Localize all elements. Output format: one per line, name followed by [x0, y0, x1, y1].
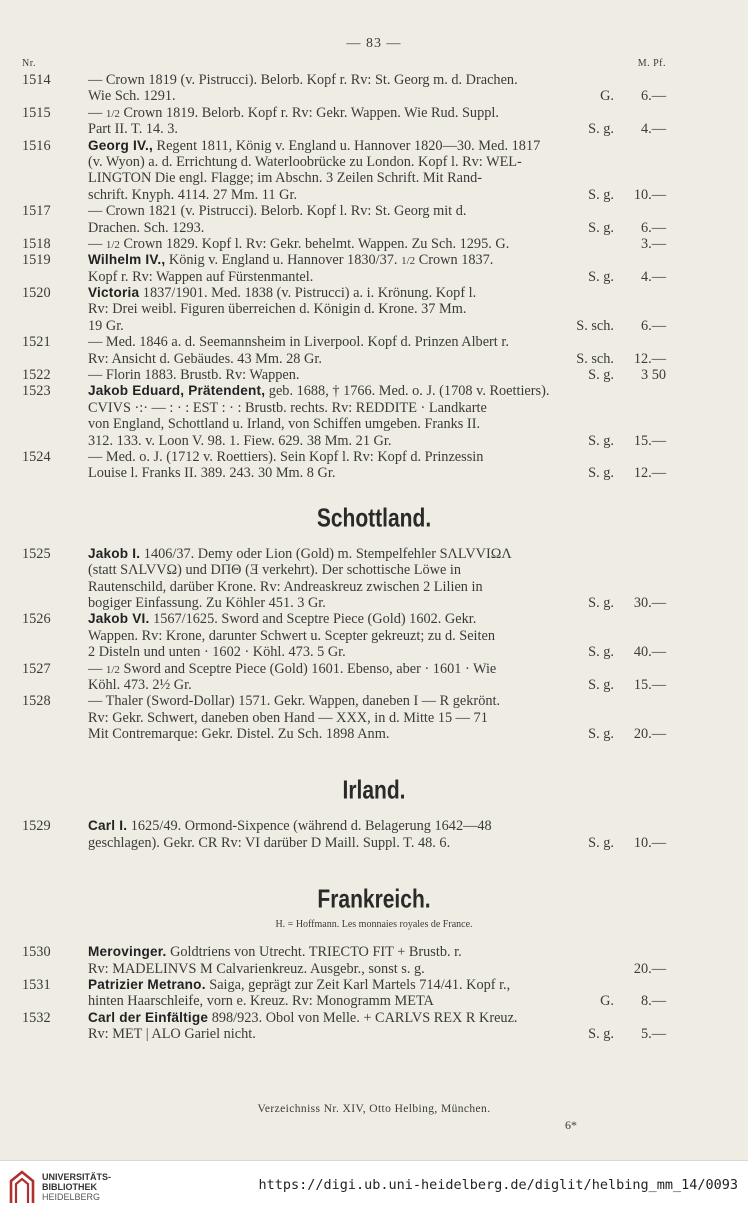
entry-body: Rv: MET | ALO Gariel nicht. [88, 1026, 256, 1043]
entry-line [0, 546, 748, 562]
entry-line [0, 961, 748, 977]
entry-text [88, 465, 335, 481]
entry-body: — Crown 1819 (v. Pistrucci). Belorb. Kopf r. Rv: St. Georg m. d. Drachen. [88, 72, 518, 88]
entry-body: — Crown 1821 (v. Pistrucci). Belorb. Kopf l. Rv: St. Georg mit d. [88, 203, 467, 220]
entry-body: (statt SΛLVVΩ) und DΠΘ (Ǝ verkehrt). Der schottische Löwe in [88, 562, 462, 579]
library-logo-icon [8, 1169, 36, 1205]
catalog-entry [0, 72, 748, 105]
price: 8.— [640, 993, 666, 1010]
catalog-entry [0, 105, 748, 138]
entry-number: 1515 [22, 104, 51, 121]
catalog-entry [0, 944, 748, 977]
entry-number: 1527 [22, 660, 51, 677]
price: 6.— [640, 317, 666, 334]
section-subtitle: H. = Hoffmann. Les monnaies royales de France. [275, 919, 473, 931]
entry-line [0, 1010, 748, 1026]
entry-line [0, 710, 748, 726]
price: 40.— [633, 644, 666, 661]
entry-body-tail: Crown 1837. [415, 252, 494, 269]
ruler-name: Jakob I. [88, 545, 141, 561]
catalog-entry [0, 449, 748, 482]
entry-text [88, 977, 510, 993]
page-number: — 83 — [346, 36, 402, 51]
entry-text [88, 961, 425, 977]
fraction: 1/2 [105, 107, 120, 120]
ruler-name: Merovinger. [88, 944, 167, 960]
entry-body: (v. Wyon) a. d. Errichtung d. Waterloobrücke zu London. Kopf l. Rv: WEL- [88, 153, 522, 170]
ruler-name: Patrizier Metrano. [88, 977, 206, 993]
entry-body: 898/923. Obol von Melle. + CARLVS REX R Kreuz. [208, 1009, 518, 1026]
entry-line [0, 154, 748, 170]
entry-line [0, 334, 748, 350]
entry-text [88, 644, 346, 660]
entry-text [88, 236, 509, 253]
condition-code: S. g. [588, 1026, 614, 1043]
entry-line [0, 465, 748, 481]
price: 10.— [633, 834, 666, 851]
entry-text [88, 416, 480, 432]
entry-body: König v. England u. Hannover 1830/37. [165, 252, 402, 269]
entry-line [0, 351, 748, 367]
catalog-entry [0, 285, 748, 334]
catalog-entry [0, 203, 748, 236]
entry-line [0, 269, 748, 285]
entry-body: 2 Disteln und unten · 1602 · Köhl. 473. 5 Gr. [88, 644, 346, 661]
entry-line [0, 416, 748, 432]
entry-line [0, 285, 748, 301]
catalog-entry [0, 236, 748, 252]
price: 15.— [633, 432, 666, 449]
entry-body: — Med. 1846 a. d. Seemannsheim in Liverpool. Kopf d. Prinzen Albert r. [88, 334, 509, 351]
price: 6.— [640, 219, 666, 236]
entry-text [88, 72, 518, 88]
entry-body: Crown 1819. Belorb. Kopf r. Rv: Gekr. Wappen. Wie Rud. Suppl. [119, 104, 499, 121]
entry-line [0, 693, 748, 709]
entry-number: 1532 [22, 1009, 51, 1026]
price: 5.— [640, 1026, 666, 1043]
price: 3 50 [640, 367, 666, 384]
catalog-entry [0, 367, 748, 383]
entry-body: Rautenschild, darüber Krone. Rv: Andreaskreuz zwischen 2 Lilien in [88, 578, 483, 595]
entry-number: 1531 [22, 977, 51, 994]
entry-text [88, 269, 313, 285]
entry-body: Crown 1829. Kopf l. Rv: Gekr. behelmt. Wappen. Zu Sch. 1295. G. [119, 235, 510, 252]
entry-number: 1514 [22, 72, 51, 88]
condition-code: S. g. [588, 219, 614, 236]
price: 6.— [640, 88, 666, 105]
entry-number: 1519 [22, 252, 51, 269]
condition-code: S. g. [588, 834, 614, 851]
entry-number: 1523 [22, 383, 51, 400]
entry-number: 1520 [22, 285, 51, 302]
entry-body: bogiger Einfassung. Zu Köhler 451. 3 Gr. [88, 594, 326, 611]
entry-text [88, 383, 549, 399]
entry-body: Part II. T. 14. 3. [88, 121, 179, 138]
catalog-entry [0, 977, 748, 1010]
entry-number: 1518 [22, 235, 51, 252]
price: 10.— [633, 186, 666, 203]
price: 12.— [633, 350, 666, 367]
catalog-entry [0, 693, 748, 742]
entry-line [0, 367, 748, 383]
entry-line [0, 433, 748, 449]
entry-text [88, 677, 192, 693]
entry-body: 1567/1625. Sword and Sceptre Piece (Gold) 1602. Gekr. [149, 611, 477, 628]
entry-number: 1516 [22, 137, 51, 154]
entry-line [0, 644, 748, 660]
entry-text [88, 367, 299, 383]
entry-text [88, 993, 434, 1009]
entry-line [0, 138, 748, 154]
entry-body: 1625/49. Ormond-Sixpence (während d. Belagerung 1642—48 [127, 818, 492, 835]
price: 4.— [640, 121, 666, 138]
page-footer: Verzeichniss Nr. XIV, Otto Helbing, München. [257, 1103, 491, 1115]
entry-body: — Florin 1883. Brustb. Rv: Wappen. [88, 367, 300, 384]
section-heading: Schottland. [316, 503, 432, 533]
entry-body: — Thaler (Sword-Dollar) 1571. Gekr. Wappen, daneben I — R gekrönt. [88, 693, 501, 710]
entry-text [88, 628, 495, 644]
entry-number: 1525 [22, 545, 51, 562]
entry-line [0, 726, 748, 742]
section-heading: Frankreich. [317, 885, 431, 914]
entry-body: Köhl. 473. 2½ Gr. [88, 676, 192, 693]
entry-body: 1837/1901. Med. 1838 (v. Pistrucci) a. i. Krönung. Kopf l. [139, 285, 477, 302]
entry-line [0, 220, 748, 236]
entry-line [0, 661, 748, 677]
section-heading: Irland. [342, 776, 406, 806]
entry-line [0, 301, 748, 317]
entry-text [88, 546, 512, 562]
price: 4.— [640, 268, 666, 285]
entry-text [88, 449, 483, 465]
entry-number: 1528 [22, 693, 51, 710]
ruler-name: Carl I. [88, 818, 128, 834]
entry-text [88, 138, 540, 154]
entry-body: 312. 133. v. Loon V. 98. 1. Fiew. 629. 38 Mm. 21 Gr. [88, 432, 392, 449]
entry-body: Saiga, geprägt zur Zeit Karl Martels 714/41. Kopf r., [205, 977, 511, 994]
entry-text [88, 1010, 518, 1026]
entry-line [0, 835, 748, 851]
entry-body: Rv: Drei weibl. Figuren überreichen d. Königin d. Krone. 37 Mm. [88, 301, 467, 318]
entry-line [0, 1026, 748, 1042]
entry-line [0, 203, 748, 219]
catalog-entry [0, 138, 748, 204]
price: 3.— [640, 235, 666, 252]
entry-line [0, 400, 748, 416]
entry-text [88, 661, 496, 678]
entry-text [88, 334, 509, 350]
entry-line [0, 318, 748, 334]
ruler-name: Jakob Eduard, Prätendent, [88, 383, 266, 399]
viewer-bar [0, 1160, 748, 1214]
catalog-entry [0, 661, 748, 694]
condition-code: S. g. [588, 594, 614, 611]
condition-code: S. g. [588, 432, 614, 449]
column-header-price: M. Pf. [637, 58, 666, 69]
entry-body: Rv: MADELINVS M Calvarienkreuz. Ausgebr., sonst s. g. [88, 960, 425, 977]
ruler-name: Carl der Einfältige [88, 1009, 209, 1025]
permalink-url[interactable]: https://digi.ub.uni-heidelberg.de/diglit/helbing_mm_14/0093 [258, 1177, 738, 1193]
entry-body: geb. 1688, † 1766. Med. o. J. (1708 v. Roettiers). [265, 383, 550, 400]
entry-line [0, 944, 748, 960]
entry-text [88, 105, 499, 122]
entry-text [88, 944, 462, 960]
catalog-entry [0, 818, 748, 851]
entry-body: Sword and Sceptre Piece (Gold) 1601. Ebenso, aber · 1601 · Wie [119, 660, 497, 677]
entry-text [88, 285, 476, 301]
fraction: 1/2 [105, 238, 120, 251]
entry-body: LINGTON Die engl. Flagge; im Abschn. 3 Zeilen Schrift. Mit Rand- [88, 170, 483, 187]
entry-number: 1524 [22, 448, 51, 465]
price: 20.— [633, 960, 666, 977]
entry-text [88, 433, 391, 449]
catalog-entry [0, 383, 748, 449]
entry-line [0, 170, 748, 186]
entry-text [88, 301, 466, 317]
condition-code: S. g. [588, 268, 614, 285]
entry-text [88, 170, 482, 186]
catalog-entry [0, 1010, 748, 1043]
entry-text [88, 562, 461, 578]
entry-body: Goldtriens von Utrecht. TRIECTO FIT + Brustb. r. [166, 944, 462, 961]
catalog-entry [0, 611, 748, 660]
entry-line [0, 252, 748, 268]
entry-line [0, 121, 748, 137]
entry-body: Rv: Gekr. Schwert, daneben oben Hand — XXX, in d. Mitte 15 — 71 [88, 709, 488, 726]
entry-body: Drachen. Sch. 1293. [88, 219, 205, 236]
entry-text [88, 187, 297, 203]
entry-body: CVIVS ·:· — : · : EST : · : Brustb. rechts. Rv: REDDITE · Landkarte [88, 399, 487, 416]
entry-text [88, 400, 487, 416]
entry-text [88, 595, 326, 611]
fraction: 1/2 [401, 255, 416, 268]
fraction: 1/2 [105, 663, 120, 676]
entry-body: 19 Gr. [88, 317, 124, 334]
entry-line [0, 993, 748, 1009]
entry-text [88, 220, 204, 236]
condition-code: S. g. [588, 644, 614, 661]
entry-text [88, 318, 124, 334]
catalog-entry [0, 546, 748, 612]
entry-line [0, 562, 748, 578]
entry-text [88, 154, 522, 170]
entry-line [0, 449, 748, 465]
price: 15.— [633, 676, 666, 693]
condition-code: S. g. [588, 367, 614, 384]
library-name: UNIVERSITÄTS- BIBLIOTHEK HEIDELBERG [42, 1172, 112, 1202]
catalog-entry [0, 334, 748, 367]
entry-body: — Med. o. J. (1712 v. Roettiers). Sein Kopf l. Rv: Kopf d. Prinzessin [88, 448, 484, 465]
entry-body: hinten Haarschleife, vorn e. Kreuz. Rv: Monogramm META [88, 993, 434, 1010]
catalog-entry [0, 252, 748, 285]
entry-line [0, 579, 748, 595]
entry-line [0, 236, 748, 252]
entry-line [0, 595, 748, 611]
entry-number: 1526 [22, 611, 51, 628]
ruler-name: Wilhelm IV., [88, 252, 166, 268]
condition-code: S. sch. [576, 350, 614, 367]
entry-text [88, 252, 493, 269]
entry-body: 1406/37. Demy oder Lion (Gold) m. Stempelfehler SΛLVVIΩΛ [140, 545, 512, 562]
entry-text [88, 726, 389, 742]
entry-line [0, 383, 748, 399]
entry-line [0, 628, 748, 644]
entry-body: Rv: Ansicht d. Gebäudes. 43 Mm. 28 Gr. [88, 350, 322, 367]
entry-text [88, 818, 492, 834]
entry-body: Regent 1811, König v. England u. Hannover 1820—30. Med. 1817 [152, 137, 541, 154]
ruler-name: Georg IV., [88, 137, 153, 153]
entry-body: geschlagen). Gekr. CR Rv: VI darüber D Maill. Suppl. T. 48. 6. [88, 834, 451, 851]
price: 30.— [633, 594, 666, 611]
catalog-entries [0, 72, 748, 1043]
entry-line [0, 818, 748, 834]
entry-number: 1522 [22, 367, 51, 384]
entry-text [88, 835, 450, 851]
entry-text [88, 693, 500, 709]
condition-code: S. g. [588, 121, 614, 138]
entry-body: Wappen. Rv: Krone, darunter Schwert u. Scepter gekreuzt; zu d. Seiten [88, 627, 495, 644]
condition-code: S. g. [588, 186, 614, 203]
entry-body: Mit Contremarque: Gekr. Distel. Zu Sch. 1898 Anm. [88, 726, 390, 743]
entry-text [88, 351, 322, 367]
entry-text [88, 88, 176, 104]
condition-code: S. sch. [576, 317, 614, 334]
ruler-name: Victoria [88, 285, 140, 301]
entry-number: 1517 [22, 203, 51, 220]
entry-number: 1521 [22, 334, 51, 351]
entry-body: Wie Sch. 1291. [88, 88, 176, 105]
entry-number: 1530 [22, 944, 51, 961]
entry-dash: — [88, 235, 106, 252]
entry-text [88, 1026, 256, 1042]
column-header-nr: Nr. [22, 58, 36, 69]
signature-mark: 6* [565, 1118, 577, 1132]
entry-body: Kopf r. Rv: Wappen auf Fürstenmantel. [88, 268, 314, 285]
entry-text [88, 579, 483, 595]
condition-code: S. g. [588, 465, 614, 482]
entry-text [88, 611, 476, 627]
entry-body: Louise l. Franks II. 389. 243. 30 Mm. 8 Gr. [88, 465, 336, 482]
entry-body: schrift. Knyph. 4114. 27 Mm. 11 Gr. [88, 186, 298, 203]
entry-line [0, 105, 748, 121]
entry-line [0, 677, 748, 693]
condition-code: G. [600, 88, 614, 105]
condition-code: S. g. [588, 726, 614, 743]
ruler-name: Jakob VI. [88, 611, 150, 627]
condition-code: G. [600, 993, 614, 1010]
price: 12.— [633, 465, 666, 482]
entry-line [0, 977, 748, 993]
entry-line [0, 72, 748, 88]
entry-body: von England, Schottland u. Irland, von Schiffen umgeben. Franks II. [88, 416, 481, 433]
entry-text [88, 710, 488, 726]
entry-line [0, 611, 748, 627]
entry-dash: — [88, 104, 106, 121]
entry-line [0, 88, 748, 104]
price: 20.— [633, 726, 666, 743]
entry-line [0, 187, 748, 203]
entry-dash: — [88, 660, 106, 677]
entry-text [88, 121, 178, 137]
entry-text [88, 203, 466, 219]
condition-code: S. g. [588, 676, 614, 693]
entry-number: 1529 [22, 818, 51, 835]
